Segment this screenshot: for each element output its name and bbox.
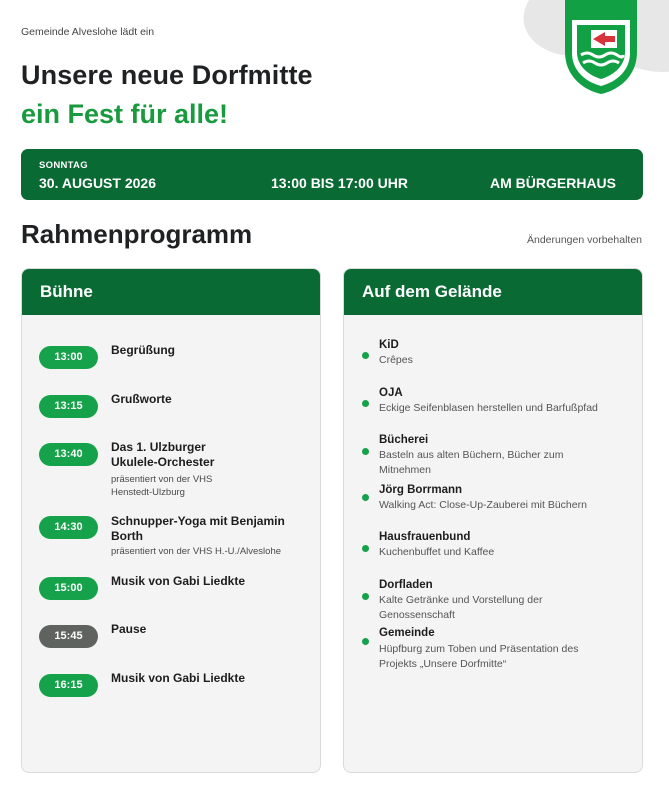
- activity-title: KiD: [379, 339, 399, 351]
- event-time: 13:00 BIS 17:00 UHR: [271, 175, 408, 191]
- event-date: 30. AUGUST 2026: [39, 175, 156, 191]
- activity-title: Gemeinde: [379, 627, 435, 639]
- event-day: SONNTAG: [39, 160, 88, 171]
- time-pill-pause: 15:45: [39, 625, 98, 648]
- bullet-dot: [362, 352, 369, 359]
- activity-description: Hüpfburg zum Toben und Präsentation des Projekts „Unsere Dorfmitte“: [379, 643, 579, 670]
- activity-description: Kalte Getränke und Vorstellung der Genossenschaft: [379, 594, 543, 621]
- program-item-subtitle: präsentiert von der VHS Henstedt-Ulzburg: [111, 474, 213, 498]
- program-item-subtitle: präsentiert von der VHS H.-U./Alveslohe: [111, 546, 282, 557]
- program-item-title: Pause: [111, 622, 147, 636]
- event-location: AM BÜRGERHAUS: [490, 175, 616, 191]
- time-pill: 15:00: [39, 577, 98, 600]
- activity-title: Dorfladen: [379, 579, 433, 591]
- activity-description: Eckige Seifenblasen herstellen und Barfußpfad: [379, 402, 598, 414]
- program-item-title: Begrüßung: [111, 343, 175, 357]
- bullet-dot: [362, 400, 369, 407]
- stage-card-heading: Bühne: [22, 269, 320, 315]
- program-item-title: Das 1. Ulzburger Ukulele-Orchester: [111, 440, 215, 469]
- activity-title: OJA: [379, 387, 403, 399]
- time-pill: 14:30: [39, 516, 98, 539]
- time-pill: 13:00: [39, 346, 98, 369]
- event-subtitle: ein Fest für alle!: [21, 99, 229, 129]
- bullet-dot: [362, 448, 369, 455]
- program-item-title: Musik von Gabi Liedkte: [111, 671, 246, 685]
- activity-title: Hausfrauenbund: [379, 531, 471, 543]
- organizer-line: Gemeinde Alveslohe lädt ein: [21, 26, 155, 38]
- program-item-title: Grußworte: [111, 392, 172, 406]
- activity-description: Walking Act: Close-Up-Zauberei mit Büchern: [379, 499, 587, 511]
- bullet-dot: [362, 638, 369, 645]
- program-item-title: Schnupper-Yoga mit Benjamin Borth: [111, 514, 285, 543]
- activity-description: Kuchenbuffet und Kaffee: [379, 546, 495, 558]
- bullet-dot: [362, 494, 369, 501]
- activity-title: Bücherei: [379, 434, 429, 446]
- activity-description: Crêpes: [379, 354, 413, 366]
- event-info-banner: [21, 149, 643, 200]
- changes-note: Änderungen vorbehalten: [526, 234, 642, 246]
- grounds-card-heading: Auf dem Gelände: [344, 269, 642, 315]
- bullet-dot: [362, 545, 369, 552]
- grounds-program-card: [343, 268, 643, 773]
- time-pill: 13:40: [39, 443, 98, 466]
- section-title: Rahmenprogramm: [21, 219, 253, 249]
- event-title: Unsere neue Dorfmitte: [21, 60, 313, 90]
- stage-program-card: [21, 268, 321, 773]
- program-item-title: Musik von Gabi Liedkte: [111, 574, 246, 588]
- coat-of-arms-icon: [563, 0, 639, 94]
- bullet-dot: [362, 593, 369, 600]
- activity-title: Jörg Borrmann: [379, 484, 463, 496]
- activity-description: Basteln aus alten Büchern, Bücher zum Mitnehmen: [379, 449, 564, 476]
- time-pill: 13:15: [39, 395, 98, 418]
- time-pill: 16:15: [39, 674, 98, 697]
